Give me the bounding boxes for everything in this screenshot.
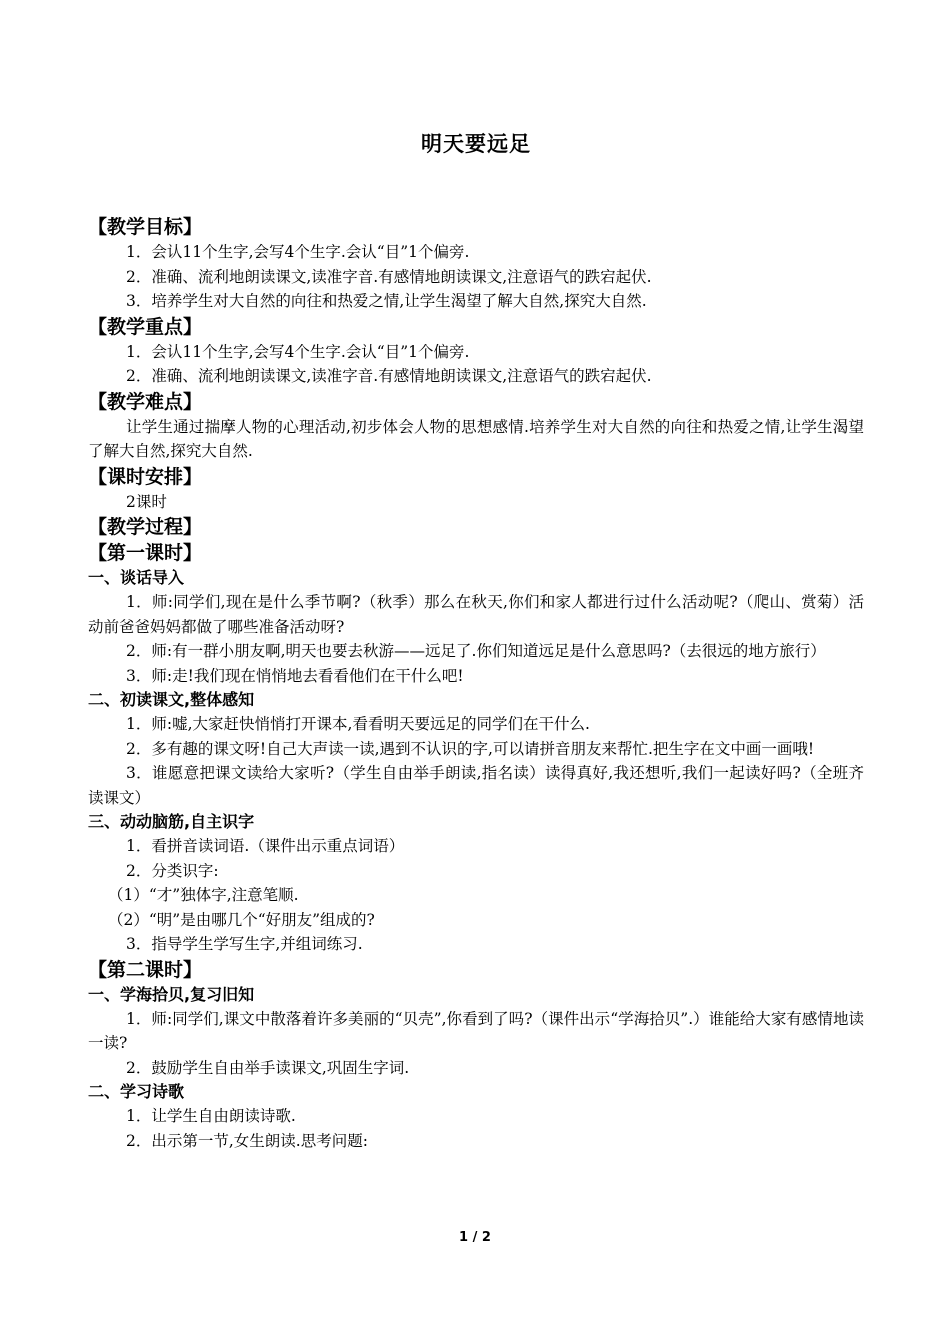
paragraph: 让学生通过揣摩人物的心理活动,初步体会人物的思想感情.培养学生对大自然的向往和热爱之情,让学生渴望了解大自然,探究大自然. bbox=[88, 417, 864, 460]
paragraph: 1．让学生自由朗读诗歌. bbox=[126, 1107, 296, 1125]
paragraph: 1．师:同学们,课文中散落着许多美丽的“贝壳”,你看到了吗?（课件出示“学海拾贝”.）谁能给大家有感情地读一读? bbox=[88, 1009, 864, 1052]
section-heading: 【教学难点】 bbox=[88, 390, 203, 413]
subsection-heading: 一、学海拾贝,复习旧知 bbox=[88, 984, 255, 1004]
paragraph: 3．师:走!我们现在悄悄地去看看他们在干什么吧! bbox=[126, 666, 464, 685]
section-heading: 【第二课时】 bbox=[88, 958, 203, 981]
paragraph: 2．分类识字: bbox=[126, 861, 219, 880]
paragraph: 2．出示第一节,女生朗读.思考问题: bbox=[126, 1131, 368, 1150]
paragraph: 3．指导学生学写生字,并组词练习. bbox=[126, 935, 363, 953]
paragraph: 3．培养学生对大自然的向往和热爱之情,让学生渴望了解大自然,探究大自然. bbox=[126, 292, 647, 310]
paragraph: 2课时 bbox=[126, 492, 167, 511]
paragraph: 1．师:同学们,现在是什么季节啊?（秋季）那么在秋天,你们和家人都进行过什么活动呢?（爬山、赏菊）活动前爸爸妈妈都做了哪些准备活动呀? bbox=[88, 593, 864, 636]
paragraph: （1）“才”独体字,注意笔顺. bbox=[108, 886, 299, 904]
subsection-heading: 三、动动脑筋,自主识字 bbox=[88, 812, 255, 831]
subsection-heading: 一、谈话导入 bbox=[88, 568, 185, 587]
paragraph: 1．看拼音读词语.（课件出示重点词语） bbox=[126, 837, 405, 855]
paragraph: 1．会认11个生字,会写4个生字.会认“目”1个偏旁. bbox=[126, 342, 470, 361]
section-heading: 【教学重点】 bbox=[88, 315, 203, 338]
section-heading: 【第一课时】 bbox=[88, 542, 203, 564]
paragraph: （2）“明”是由哪几个“好朋友”组成的? bbox=[108, 910, 375, 929]
document-title: 明天要远足 bbox=[421, 132, 531, 156]
section-heading: 【课时安排】 bbox=[88, 465, 203, 488]
paragraph: 2．准确、流利地朗读课文,读准字音.有感情地朗读课文,注意语气的跌宕起伏. bbox=[126, 267, 652, 286]
subsection-heading: 二、初读课文,整体感知 bbox=[88, 690, 255, 709]
paragraph: 2．鼓励学生自由举手读课文,巩固生字词. bbox=[126, 1058, 410, 1077]
section-heading: 【教学目标】 bbox=[88, 216, 203, 238]
document-body bbox=[88, 214, 864, 1153]
page-number: 1 / 2 bbox=[459, 1230, 491, 1245]
paragraph: 3．谁愿意把课文读给大家听?（学生自由举手朗读,指名读）读得真好,我还想听,我们一起读好吗?（全班齐读课文） bbox=[88, 764, 864, 807]
subsection-heading: 二、学习诗歌 bbox=[88, 1082, 185, 1101]
paragraph: 2．师:有一群小朋友啊,明天也要去秋游——远足了.你们知道远足是什么意思吗?（去很远的地方旅行） bbox=[126, 642, 826, 660]
paragraph: 1．会认11个生字,会写4个生字.会认“目”1个偏旁. bbox=[126, 243, 470, 261]
section-heading: 【教学过程】 bbox=[88, 516, 203, 538]
paragraph: 2．多有趣的课文呀!自己大声读一读,遇到不认识的字,可以请拼音朋友来帮忙.把生字在文中画一画哦! bbox=[126, 739, 815, 758]
paragraph: 2．准确、流利地朗读课文,读准字音.有感情地朗读课文,注意语气的跌宕起伏. bbox=[126, 367, 652, 385]
paragraph: 1．师:嘘,大家赶快悄悄打开课本,看看明天要远足的同学们在干什么. bbox=[126, 715, 590, 733]
